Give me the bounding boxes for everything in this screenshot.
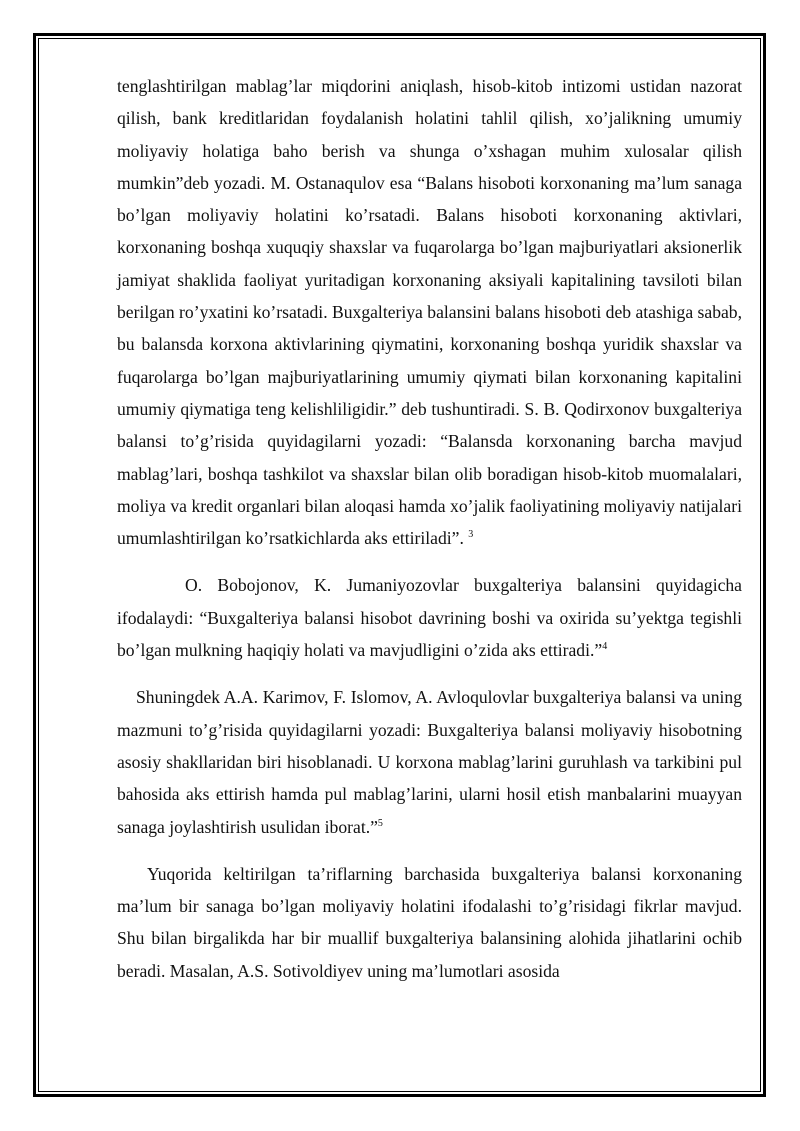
paragraph-text: Yuqorida keltirilgan ta’riflarning barchasida buxgalteriya balansi korxonaning ma’lum bir sanaga bo’lgan moliyaviy holatini ifodalashi to’g’risidagi fikrlar mavjud. Shu bilan birgalikda har bir muallif buxgalteriya balansining alohida jihatlarini ochib beradi. Masalan, A.S. Sotivoldiyev uning ma’lumotlari asosida <box>117 863 742 981</box>
document-body <box>117 70 742 987</box>
footnote-marker: 4 <box>602 641 608 653</box>
paragraph-text: tenglashtirilgan mablag’lar miqdorini aniqlash, hisob-kitob intizomi ustidan nazorat qilish, bank kreditlaridan foydalanish holatini tahlil qilish, xo’jalikning umumiy moliyaviy holatiga baho berish va shunga o’xshagan muhim xulosalar qilish mumkin”deb yozadi. M. Ostanaqulov esa “Balans hisoboti korxonaning ma’lum sanaga bo’lgan moliyaviy holatini ko’rsatadi. Balans hisoboti korxonaning aktivlari, korxonaning boshqa xuquqiy shaxslar va fuqarolarga bo’lgan majburiyatlari aksionerlik jamiyat shaklida faoliyat yuritadigan korxonaning aksiyali kapitalining tavsiloti bilan berilgan ro’yxatini ko’rsatadi. Buxgalteriya balansini balans hisoboti deb atashiga sabab, bu balansda korxona aktivlarining qiymatini, korxonaning boshqa yuridik shaxslar va fuqarolarga bo’lgan majburiyatlarining umumiy qiymati bilan korxonaning kapitalini umumiy qiymatiga teng kelishliligidir.” deb tushuntiradi. S. B. Qodirxonov buxgalteriya balansi to’g’risida quyidagilarni yozadi: “Balansda korxonaning barcha mavjud mablag’lari, boshqa tashkilot va shaxslar bilan olib boradigan hisob-kitob muomalalari, moliya va kredit organlari bilan aloqasi hamda xo’jalik faoliyatining moliyaviy natijalari umumlashtirilgan ko’rsatkichlarda aks ettiriladi”. <box>117 76 742 549</box>
paragraph-text: O. Bobojonov, K. Jumaniyozovlar buxgalteriya balansini quyidagicha ifodalaydi: “Buxgalteriya balansi hisobot davrining boshi va oxirida su’yektga tegishli bo’lgan mulkning haqiqiy holati va mavjudligini o’zida aks ettiradi.” <box>117 575 742 661</box>
paragraph <box>117 858 742 987</box>
footnote-marker: 3 <box>468 529 474 541</box>
paragraph <box>117 70 742 554</box>
paragraph <box>117 569 742 666</box>
paragraph-text: Shuningdek A.A. Karimov, F. Islomov, A. Avloqulovlar buxgalteriya balansi va uning mazmuni to’g’risida quyidagilarni yozadi: Buxgalteriya balansi moliyaviy hisobotning asosiy shakllaridan biri hisoblanadi. U korxona mablag’larini guruhlash va tarkibini pul bahosida aks ettirish hamda pul mablag’larini, ularni hosil etish manbalarini muayyan sanaga joylashtirish usulidan iborat.” <box>117 687 742 837</box>
paragraph <box>117 681 742 842</box>
footnote-marker: 5 <box>377 817 383 829</box>
